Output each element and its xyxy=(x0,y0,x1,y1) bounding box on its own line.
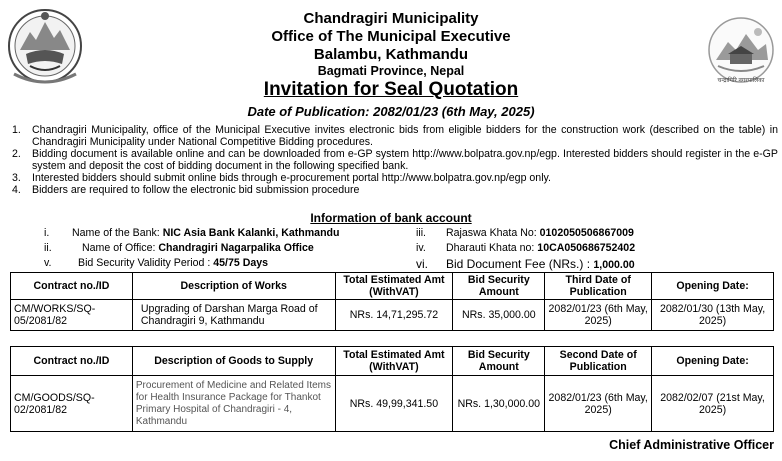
col-header: Total Estimated Amt (WithVAT) xyxy=(335,347,453,376)
office-name: Office of The Municipal Executive xyxy=(271,28,511,45)
bank-row: i. Name of the Bank: NIC Asia Bank Kalanki, Kathmandu xyxy=(44,227,340,239)
col-header: Bid Security Amount xyxy=(453,347,545,376)
table-row xyxy=(11,300,774,331)
opening-date: 2082/01/30 (13th May, 2025) xyxy=(652,300,774,331)
bid-security: NRs. 1,30,000.00 xyxy=(453,376,545,432)
province: Bagmati Province, Nepal xyxy=(317,64,465,78)
instruction-item: 3. Interested bidders should submit online bids through e-procurement portal http://www.bolpatra.gov.np/egp only. xyxy=(12,172,552,184)
office-address: Balambu, Kathmandu xyxy=(313,46,469,63)
contract-id: CM/WORKS/SQ-05/2081/82 xyxy=(11,300,133,331)
estimated-amount: NRs. 49,99,341.50 xyxy=(335,376,453,432)
bank-row: vi. Bid Document Fee (NRs.) : 1,000.00 xyxy=(416,257,635,271)
goods-table-header xyxy=(11,347,774,376)
instructions-list xyxy=(4,124,778,196)
publication-date-cell: 2082/01/23 (6th May, 2025) xyxy=(545,376,652,432)
bank-row: iv. Dharauti Khata no: 10CA050686752402 xyxy=(416,242,636,254)
goods-table xyxy=(10,346,774,432)
col-header: Opening Date: xyxy=(652,347,774,376)
estimated-amount: NRs. 14,71,295.72 xyxy=(335,300,453,331)
col-header: Contract no./ID xyxy=(11,347,133,376)
bank-info-heading: Information of bank account xyxy=(310,211,472,225)
instruction-item: 4. Bidders are required to follow the electronic bid submission procedure xyxy=(12,184,360,196)
goods-description: Procurement of Medicine and Related Items for Health Insurance Package for Thankot Primary Hospital of Chandragiri - 4, Kathmandu xyxy=(132,376,335,432)
bank-info-left xyxy=(0,227,420,272)
bank-row: iii. Rajaswa Khata No: 0102050506867009 xyxy=(416,227,634,239)
notice-title: Invitation for Seal Quotation xyxy=(263,79,519,100)
col-header: Third Date of Publication xyxy=(545,273,652,300)
org-name: Chandragiri Municipality xyxy=(303,10,479,27)
publication-date-cell: 2082/01/23 (6th May, 2025) xyxy=(545,300,652,331)
opening-date: 2082/02/07 (21st May, 2025) xyxy=(652,376,774,432)
works-table xyxy=(10,272,774,331)
col-header: Contract no./ID xyxy=(11,273,133,300)
publication-date: Date of Publication: 2082/01/23 (6th May, 2025) xyxy=(247,104,535,119)
bank-info-right xyxy=(416,227,776,272)
instruction-item: 1. Chandragiri Municipality, office of the Municipal Executive invites electronic bids from eligible bidders for the construction work (described on the table) in Chandragiri Municipality under National Competitive Bidding procedures. xyxy=(12,124,778,148)
col-header: Opening Date: xyxy=(652,273,774,300)
contract-id: CM/GOODS/SQ-02/2081/82 xyxy=(11,376,133,432)
table-row xyxy=(11,376,774,432)
col-header: Bid Security Amount xyxy=(453,273,545,300)
col-header: Second Date of Publication xyxy=(545,347,652,376)
bank-row: ii. Name of Office: Chandragiri Nagarpalika Office xyxy=(44,242,314,254)
col-header: Description of Goods to Supply xyxy=(132,347,335,376)
signatory: Chief Administrative Officer xyxy=(609,438,774,452)
instruction-item: 2. Bidding document is available online and can be downloaded from e-GP system http://www.bolpatra.gov.np/egp. Interested bidders should register in the e-GP system and deposit the cost of bidding document in the following specified bank. xyxy=(12,148,778,172)
col-header: Description of Works xyxy=(132,273,335,300)
bank-row: v. Bid Security Validity Period : 45/75 Days xyxy=(44,257,269,269)
bid-security: NRs. 35,000.00 xyxy=(453,300,545,331)
col-header: Total Estimated Amt (WithVAT) xyxy=(335,273,453,300)
work-description: Upgrading of Darshan Marga Road of Chandragiri 9, Kathmandu xyxy=(132,300,335,331)
works-table-header xyxy=(11,273,774,300)
logo-caption: चन्द्रागिरि नगरपालिका xyxy=(717,78,765,84)
